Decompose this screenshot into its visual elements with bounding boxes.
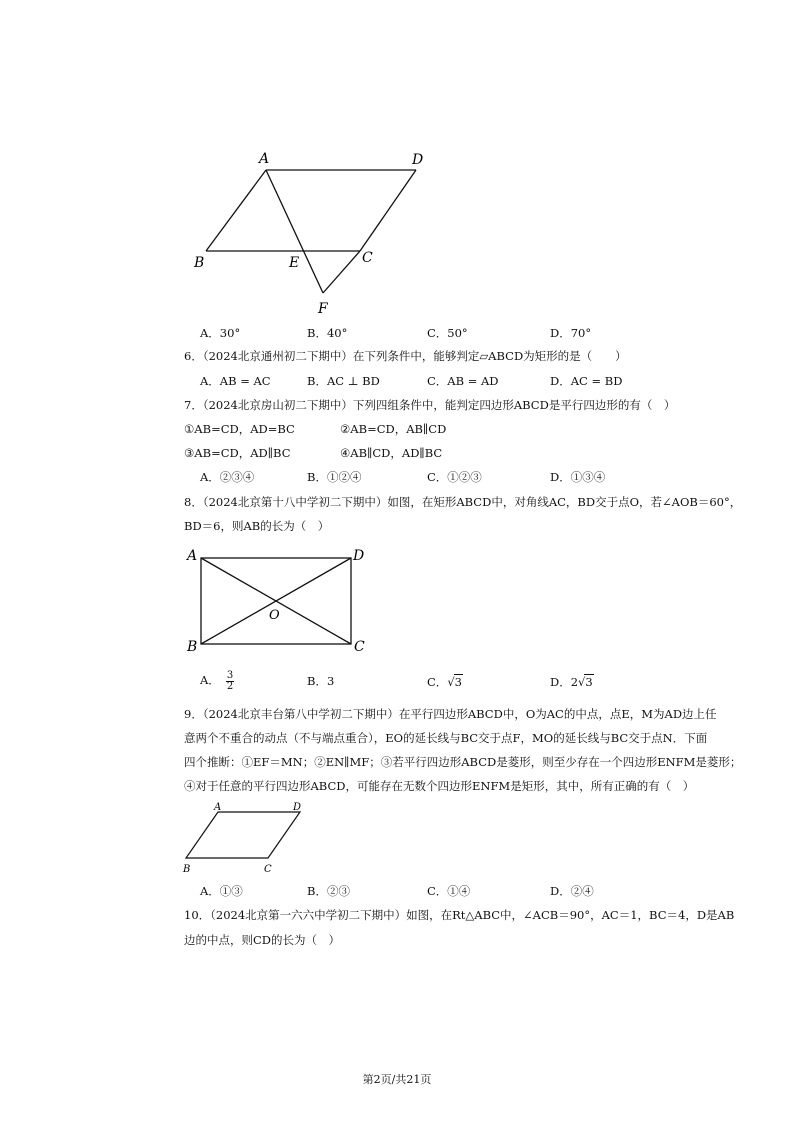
fraction-numerator: 3 — [226, 669, 234, 681]
q5-option-d: D．70° — [550, 326, 592, 340]
q6-option-a: A．AB = AC — [200, 374, 271, 388]
label-b: B — [194, 255, 205, 271]
q6-stem: 6．（2024北京通州初二下期中）在下列条件中，能够判定▱ABCD为矩形的是（ ） — [184, 349, 627, 363]
parallelogram-abcd — [186, 812, 300, 858]
q6-option-d: D．AC = BD — [550, 374, 623, 388]
label-a: A — [187, 548, 198, 564]
q9-option-b: B．②③ — [307, 884, 350, 898]
q8-option-d — [550, 674, 594, 689]
label-c: C — [264, 864, 272, 875]
q7-cond-2: ②AB=CD，AB∥CD — [340, 422, 447, 436]
label-e: E — [289, 255, 300, 271]
q8-option-c-radicand: 3 — [454, 675, 462, 689]
label-c: C — [354, 639, 365, 655]
q8-option-a — [200, 667, 234, 693]
q9-line1: 9．（2024北京丰台第八中学初二下期中）在平行四边形ABCD中，O为AC的中点，点E，M为AD边上任 — [184, 707, 717, 721]
label-d: D — [412, 152, 424, 168]
q8-option-d-radicand: 3 — [585, 675, 593, 689]
label-a: A — [214, 802, 222, 813]
q7-cond-3: ③AB=CD，AD∥BC — [184, 446, 291, 460]
segment-cf — [323, 251, 360, 293]
segment-ab — [206, 170, 266, 251]
q9-line4: ④对于任意的平行四边形ABCD，可能存在无数个四边形ENFM是矩形，其中，所有正确的有（ ） — [184, 779, 695, 793]
sqrt-icon: √ — [447, 675, 455, 689]
q5-option-a: A．30° — [200, 326, 241, 340]
label-a: A — [259, 151, 270, 167]
q6-option-c: C．AB = AD — [427, 374, 499, 388]
page-number: 第2页/共21页 — [362, 1073, 432, 1086]
q5-option-b: B．40° — [307, 326, 348, 340]
q8-option-d-prefix: D．2 — [550, 675, 579, 689]
q7-option-d: D．①③④ — [550, 470, 606, 484]
segment-af — [266, 170, 323, 293]
q8-option-a-prefix: A． — [200, 673, 220, 687]
label-d: D — [353, 548, 365, 564]
q5-option-c: C．50° — [427, 326, 468, 340]
q7-stem: 7．（2024北京房山初二下期中）下列四组条件中，能判定四边形ABCD是平行四边形的有（ ） — [184, 398, 676, 412]
label-b: B — [187, 639, 198, 655]
q9-line2: 意两个不重合的动点（不与端点重合），EO的延长线与BC交于点F，MO的延长线与BC交于点N．下面 — [184, 731, 708, 745]
q7-cond-1: ①AB=CD，AD=BC — [184, 422, 295, 436]
q8-stem-line2: BD＝6，则AB的长为（ ） — [184, 519, 330, 533]
label-d: D — [293, 802, 302, 813]
q8-option-c — [427, 674, 463, 689]
q7-cond-4: ④AB∥CD，AD∥BC — [340, 446, 443, 460]
q7-option-b: B．①②④ — [307, 470, 362, 484]
q7-option-c: C．①②③ — [427, 470, 482, 484]
q8-stem-line1: 8．（2024北京第十八中学初二下期中）如图，在矩形ABCD中，对角线AC，BD交于点O，若∠AOB＝60°， — [184, 495, 742, 509]
q9-option-a: A．①③ — [200, 884, 243, 898]
sqrt-icon: √ — [578, 675, 586, 689]
segment-dc — [360, 170, 416, 251]
q10-line1: 10．（2024北京第一六六中学初二下期中）如图，在Rt△ABC中，∠ACB＝90°，AC＝1，BC＝4，D是AB — [184, 908, 735, 922]
q6-option-b: B．AC ⊥ BD — [307, 374, 380, 388]
label-o: O — [269, 608, 280, 623]
label-b: B — [183, 864, 191, 875]
q7-option-a: A．②③④ — [200, 470, 255, 484]
q10-line2: 边的中点，则CD的长为（ ） — [184, 933, 341, 947]
q8-option-c-prefix: C． — [427, 675, 448, 689]
figure-parallelogram-abcd-small — [180, 800, 310, 878]
q8-option-b: B．3 — [307, 674, 335, 688]
fraction-3-over-2 — [226, 671, 234, 692]
label-c: C — [362, 250, 373, 266]
q9-line3: 四个推断：①EF＝MN；②EN∥MF；③若平行四边形ABCD是菱形，则至少存在一个四边形ENFM是菱形； — [184, 755, 742, 769]
figure-parallelogram-abcd-ef — [188, 148, 438, 320]
figure-rectangle-abcd — [183, 546, 373, 656]
q9-option-d: D．②④ — [550, 884, 594, 898]
fraction-denominator: 2 — [226, 680, 234, 692]
q9-option-c: C．①④ — [427, 884, 471, 898]
label-f: F — [318, 301, 328, 317]
